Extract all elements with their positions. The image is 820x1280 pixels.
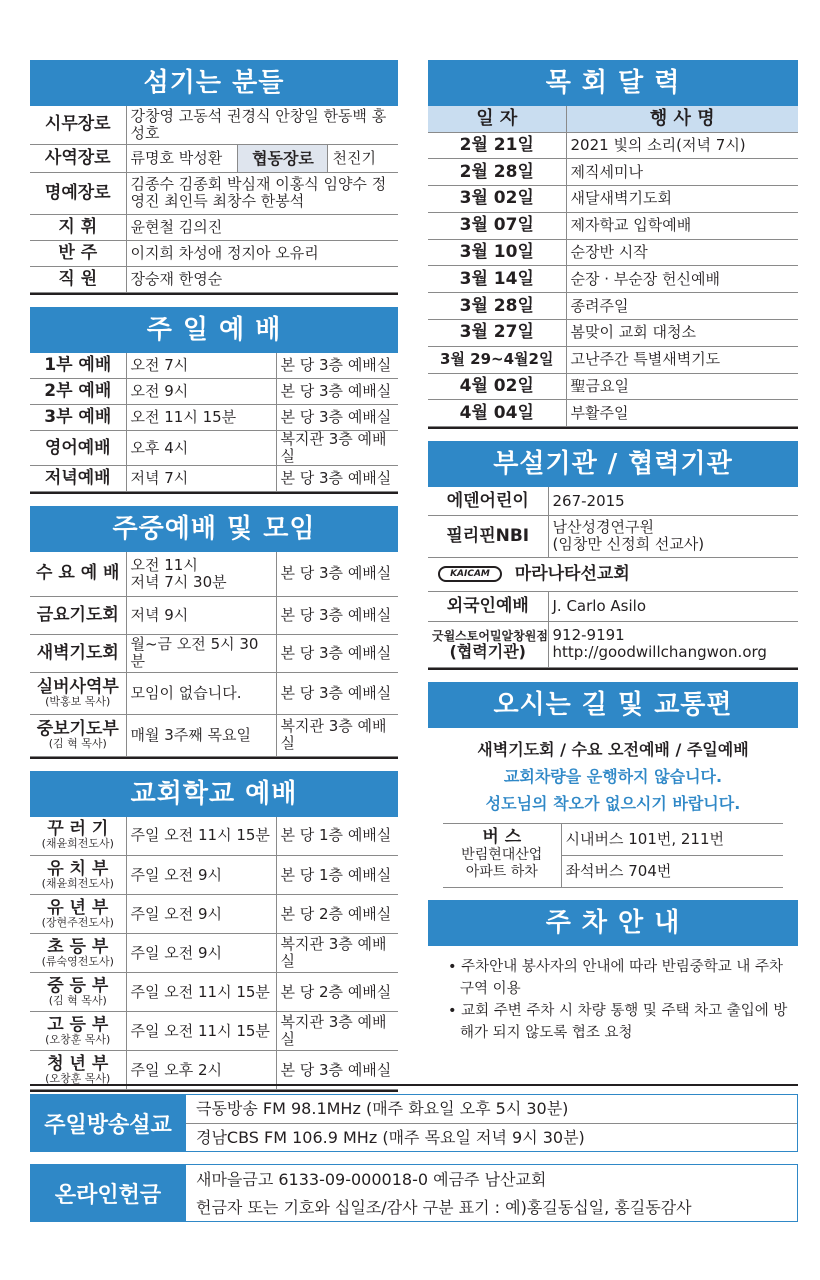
service-place: 본 당 3층 예배실 (276, 466, 398, 492)
parking-item: • 주차안내 봉사자의 안내에 따라 반림중학교 내 주차구역 이용 (448, 958, 783, 997)
school-header: 교회학교 예배 (30, 771, 398, 817)
event-date: 4월 04일 (428, 400, 566, 427)
event-name: 제직세미나 (566, 159, 798, 186)
service-time: 오전 11시 15분 (126, 405, 276, 431)
meeting-name-text: 중보기도부 (36, 718, 119, 739)
servers-label2: 협동장로 (238, 144, 328, 172)
dept-name (30, 817, 126, 856)
meeting-time (126, 552, 276, 596)
dept-leader: (채윤희전도사) (41, 876, 114, 890)
meeting-name (30, 672, 126, 714)
meeting-leader: (박홍보 목사) (45, 694, 111, 708)
service-name: 1부 예배 (30, 353, 126, 379)
servers-value: 류명호 박성환 (126, 144, 238, 172)
parking-item-text: 교회 주변 주차 시 차량 통행 및 주택 차고 출입에 방해가 되지 않도록 협조 요청 (460, 1002, 788, 1041)
event-date: 3월 02일 (428, 186, 566, 213)
servers-label: 명예장로 (30, 172, 126, 214)
dept-name-text: 중 등 부 (47, 975, 109, 996)
event-name: 고난주간 특별새벽기도 (566, 346, 798, 373)
service-place: 본 당 3층 예배실 (276, 353, 398, 379)
dept-leader: (오창훈 목사) (45, 1071, 111, 1085)
offering-box (30, 1164, 798, 1222)
meeting-place: 복지관 3층 예배실 (276, 714, 398, 756)
dept-time: 주일 오전 11시 15분 (126, 817, 276, 856)
dept-name-text: 유 치 부 (47, 858, 109, 879)
meeting-place: 본 당 3층 예배실 (276, 552, 398, 596)
event-name: 순장 · 부순장 헌신예배 (566, 266, 798, 293)
dept-time: 주일 오전 9시 (126, 856, 276, 895)
meeting-name (30, 714, 126, 756)
broadcast-body (186, 1094, 798, 1152)
dept-name (30, 856, 126, 895)
servers-header: 섬기는 분들 (30, 60, 398, 106)
dept-leader: (채윤희전도사) (41, 837, 114, 851)
servers-table (30, 106, 398, 293)
directions-header: 오시는 길 및 교통편 (428, 682, 798, 728)
dept-name-text: 초 등 부 (47, 936, 109, 957)
offering-label: 온라인헌금 (30, 1164, 186, 1222)
service-time: 오후 4시 (126, 431, 276, 466)
servers-value: 강창영 고동석 권경식 안창일 한동백 홍성호 (126, 106, 398, 144)
broadcast-line: 경남CBS FM 106.9 MHz (매주 목요일 저녁 9시 30분) (196, 1128, 585, 1147)
meeting-place: 본 당 3층 예배실 (276, 596, 398, 634)
dept-name (30, 934, 126, 973)
event-name: 종려주일 (566, 293, 798, 320)
servers-value2: 천진기 (328, 144, 398, 172)
calendar-table (428, 106, 798, 427)
meeting-name: 수 요 예 배 (30, 552, 126, 596)
dept-leader: (류숙영전도사) (41, 954, 114, 968)
dept-time: 주일 오전 9시 (126, 934, 276, 973)
broadcast-label: 주일방송설교 (30, 1094, 186, 1152)
servers-value: 김종수 김종회 박심재 이홍식 임양수 정영진 최인득 최창수 한봉석 (126, 172, 398, 214)
kaicam-name: 마라나타선교회 (514, 563, 630, 584)
parking-header: 주 차 안 내 (428, 900, 798, 946)
offering-line: 헌금자 또는 기호와 십일조/감사 구분 표기 : 예)홍길동십일, 홍길동감사 (196, 1198, 692, 1217)
service-time: 오전 9시 (126, 379, 276, 405)
bus-line: 좌석버스 704번 (561, 855, 783, 887)
dept-name-text: 청 년 부 (47, 1053, 109, 1074)
kaicam-logo: KAICAM (438, 566, 502, 582)
servers-value: 이지희 차성애 정지아 오유리 (126, 240, 398, 266)
sunday-header: 주 일 예 배 (30, 307, 398, 353)
bus-line: 시내버스 101번, 211번 (561, 823, 783, 855)
partner-name-text: 굿윌스토어밀알창원점 (432, 628, 548, 643)
meeting-time-line2: 저녁 7시 30분 (130, 572, 227, 591)
event-name: 순장반 시작 (566, 239, 798, 266)
bus-label-text: 버 스 (482, 827, 522, 848)
partner-info: 267-2015 (548, 487, 798, 515)
partner-info: J. Carlo Asilo (548, 591, 798, 621)
meeting-name-text: 실버사역부 (36, 676, 119, 697)
event-name: 2021 빛의 소리(저녁 7시) (566, 132, 798, 159)
directions-line3: 성도님의 착오가 없으시기 바랍니다. (485, 793, 741, 813)
service-name: 영어예배 (30, 431, 126, 466)
dept-time: 주일 오전 11시 15분 (126, 1012, 276, 1051)
directions-line1: 새벽기도회 / 수요 오전예배 / 주일예배 (477, 739, 749, 759)
dept-place: 본 당 1층 예배실 (276, 817, 398, 856)
service-name: 2부 예배 (30, 379, 126, 405)
bus-stop-2: 아파트 하차 (465, 864, 538, 881)
partner-url[interactable]: http://goodwillchangwon.org (552, 643, 767, 662)
divider (30, 1084, 798, 1086)
bus-label (443, 823, 561, 887)
partner-name: 필리핀NBI (428, 515, 548, 557)
event-date: 2월 28일 (428, 159, 566, 186)
meeting-place: 본 당 3층 예배실 (276, 634, 398, 672)
servers-label: 지 휘 (30, 214, 126, 240)
right-column (428, 60, 798, 1054)
school-table (30, 817, 398, 1091)
event-date: 3월 27일 (428, 320, 566, 347)
servers-label: 직 원 (30, 266, 126, 292)
dept-place: 본 당 2층 예배실 (276, 973, 398, 1012)
event-date: 4월 02일 (428, 373, 566, 400)
partner-name: 에덴어린이 (428, 487, 548, 515)
service-time: 오전 7시 (126, 353, 276, 379)
offering-body (186, 1164, 798, 1222)
meeting-time-line1: 오전 11시 (130, 555, 198, 574)
weekday-header: 주중예배 및 모임 (30, 506, 398, 552)
dept-name (30, 895, 126, 934)
event-name: 제자학교 입학예배 (566, 212, 798, 239)
meeting-place: 본 당 3층 예배실 (276, 672, 398, 714)
event-name: 새달새벽기도회 (566, 186, 798, 213)
servers-label: 반 주 (30, 240, 126, 266)
dept-name (30, 973, 126, 1012)
dept-name-text: 꾸 러 기 (47, 819, 109, 840)
parking-item: • 교회 주변 주차 시 차량 통행 및 주택 차고 출입에 방해가 되지 않도록 협조 요청 (448, 1002, 788, 1041)
event-name: 聖금요일 (566, 373, 798, 400)
service-place: 본 당 3층 예배실 (276, 405, 398, 431)
bus-stop-1: 반림현대산업 (461, 847, 543, 864)
servers-label: 사역장로 (30, 144, 126, 172)
sunday-table (30, 353, 398, 493)
partner-name: 외국인예배 (428, 591, 548, 621)
calendar-col-event: 행 사 명 (566, 106, 798, 132)
parking-item-text: 주차안내 봉사자의 안내에 따라 반림중학교 내 주차구역 이용 (460, 958, 783, 997)
event-date: 3월 29~4월2일 (428, 346, 566, 373)
offering-line: 새마을금고 6133-09-000018-0 예금주 남산교회 (196, 1170, 547, 1189)
dept-leader: (오창훈 목사) (45, 1032, 111, 1046)
partner-info-line2: (임창만 신정희 선교사) (552, 535, 705, 554)
event-name: 부활주일 (566, 400, 798, 427)
kaicam-row (428, 557, 798, 591)
event-date: 2월 21일 (428, 132, 566, 159)
meeting-time: 매월 3주째 목요일 (126, 714, 276, 756)
servers-value: 윤현철 김의진 (126, 214, 398, 240)
event-date: 3월 10일 (428, 239, 566, 266)
dept-time: 주일 오전 9시 (126, 895, 276, 934)
divider (30, 1090, 398, 1092)
dept-place: 복지관 3층 예배실 (276, 934, 398, 973)
meeting-leader: (김 혁 목사) (48, 736, 107, 750)
calendar-header: 목 회 달 력 (428, 60, 798, 106)
bus-table (443, 823, 783, 888)
dept-place: 본 당 3층 예배실 (276, 1051, 398, 1090)
meeting-time: 모임이 없습니다. (126, 672, 276, 714)
partner-role: (협력기관) (449, 641, 526, 661)
calendar-col-date: 일 자 (428, 106, 566, 132)
meeting-time: 저녁 9시 (126, 596, 276, 634)
parking-list (428, 946, 798, 1054)
event-date: 3월 28일 (428, 293, 566, 320)
broadcast-line: 극동방송 FM 98.1MHz (매주 화요일 오후 5시 30분) (186, 1095, 797, 1124)
partner-info (548, 515, 798, 557)
dept-leader: (김 혁 목사) (48, 993, 107, 1007)
event-date: 3월 14일 (428, 266, 566, 293)
dept-place: 본 당 2층 예배실 (276, 895, 398, 934)
dept-name-text: 고 등 부 (47, 1014, 109, 1035)
left-column (30, 60, 398, 1092)
service-time: 저녁 7시 (126, 466, 276, 492)
meeting-name: 금요기도회 (30, 596, 126, 634)
partner-info-line1: 912-9191 (552, 626, 625, 645)
servers-label: 시무장로 (30, 106, 126, 144)
service-place: 복지관 3층 예배실 (276, 431, 398, 466)
dept-leader: (장현주전도사) (41, 915, 114, 929)
dept-time: 주일 오후 2시 (126, 1051, 276, 1090)
event-date: 3월 07일 (428, 212, 566, 239)
weekday-table (30, 552, 398, 757)
meeting-name: 새벽기도회 (30, 634, 126, 672)
service-place: 본 당 3층 예배실 (276, 379, 398, 405)
partners-table (428, 487, 798, 668)
partner-info (548, 621, 798, 667)
dept-place: 복지관 3층 예배실 (276, 1012, 398, 1051)
dept-place: 본 당 1층 예배실 (276, 856, 398, 895)
directions-line2: 교회차량을 운행하지 않습니다. (503, 766, 723, 786)
dept-name (30, 1012, 126, 1051)
dept-name-text: 유 년 부 (47, 897, 109, 918)
service-name: 저녁예배 (30, 466, 126, 492)
broadcast-box (30, 1094, 798, 1152)
partner-name (428, 621, 548, 667)
dept-time: 주일 오전 11시 15분 (126, 973, 276, 1012)
directions-notice (428, 728, 798, 823)
partner-info-line1: 남산성경연구원 (552, 518, 654, 537)
meeting-time: 월~금 오전 5시 30분 (126, 634, 276, 672)
partners-header: 부설기관 / 협력기관 (428, 441, 798, 487)
service-name: 3부 예배 (30, 405, 126, 431)
servers-value: 장숭재 한영순 (126, 266, 398, 292)
event-name: 봄맞이 교회 대청소 (566, 320, 798, 347)
